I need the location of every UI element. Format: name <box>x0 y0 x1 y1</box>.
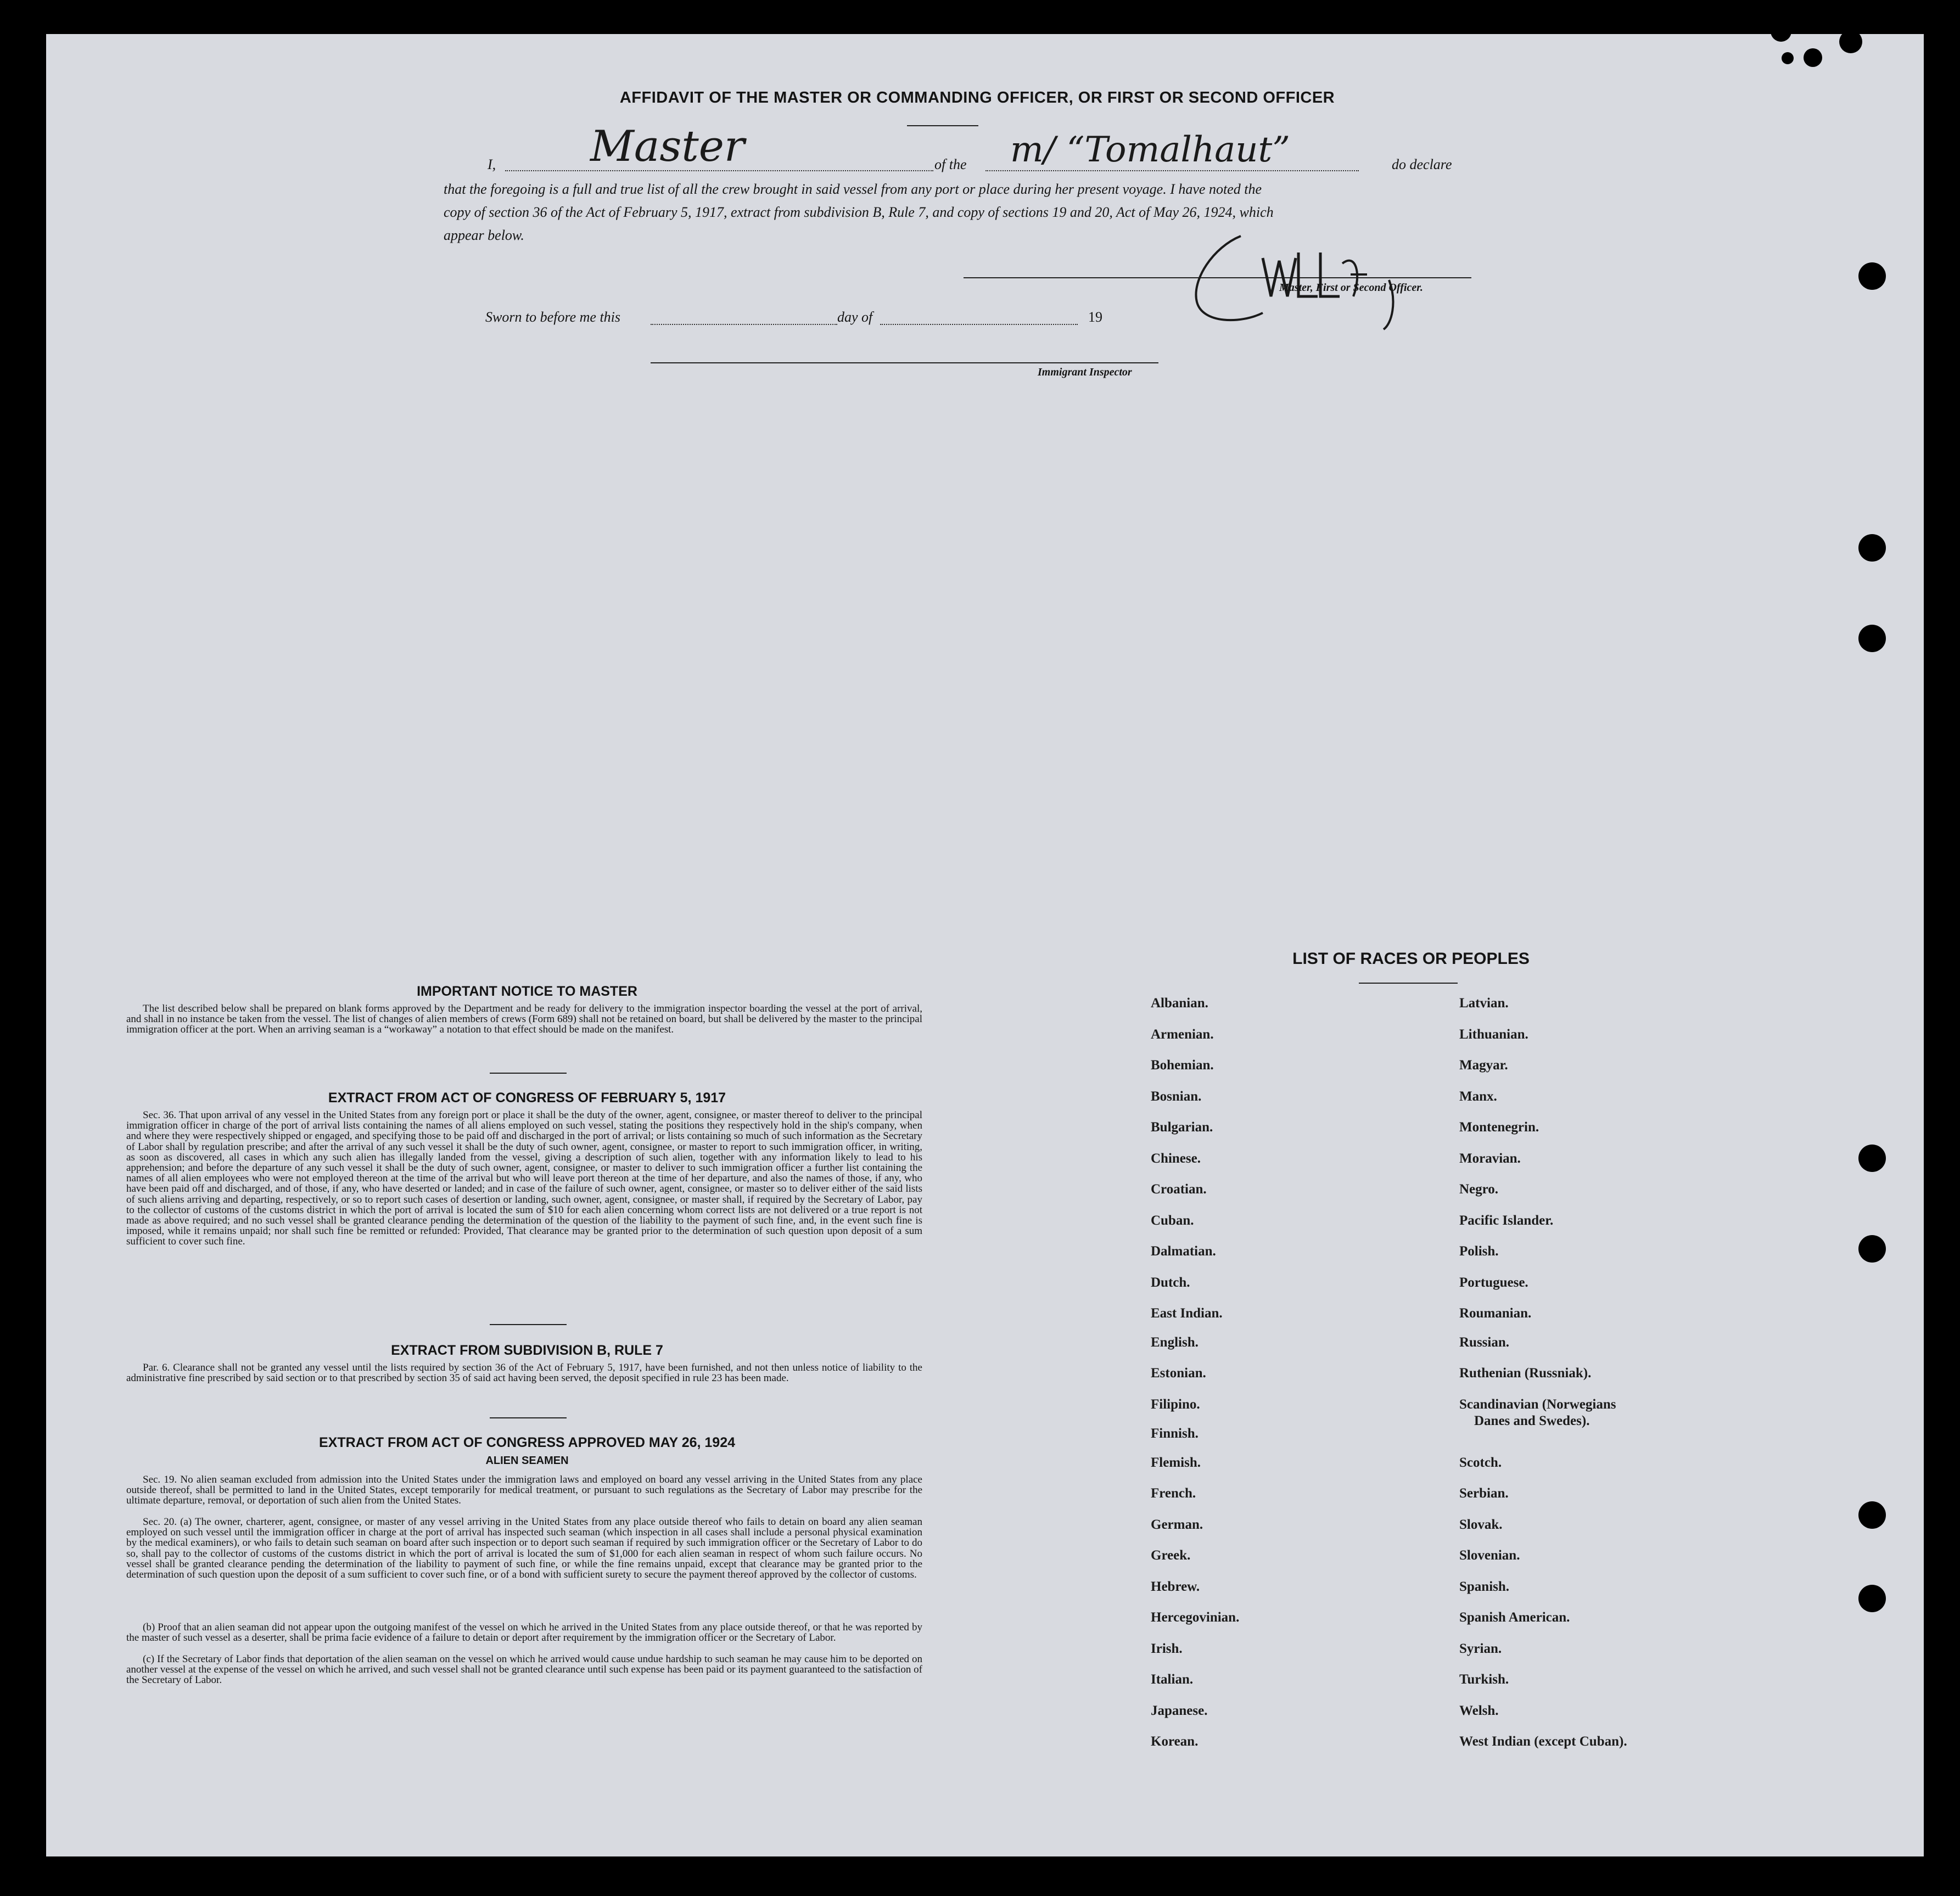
race-item: East Indian. <box>1151 1306 1223 1321</box>
race-item: Croatian. <box>1151 1182 1207 1197</box>
extract-1917-body: Sec. 36. That upon arrival of any vessel in the United States from any foreign port or place it shall be the duty of the owner, agent, consignee, or master thereof to deliver to the principal immigration officer in charge of the port of arrival lists containing the names of all aliens employed on such vessel, stating the positions they respectively hold in the ship's company, when and where they were respectively shipped or engaged, and specifying those to be paid off and discharged in the port of arrival; or lists containing so much of such information as the Secretary of Labor shall by regulation prescribe; and after the arrival of any such vessel it shall be the duty of such owner, agent, consignee, or master to report to such immigration officer, in writing, as soon as discovered, all cases in which any such alien has illegally landed from the vessel, giving a description of such alien, together with any information likely to lead to his apprehension; and before the departure of any such vessel it shall be the duty of such owner, agent, consignee, or master to deliver to such immigration officer a further list containing the names of all alien employees who were not employed thereon at the time of the arrival but who will leave port thereon at the time of her departure, and also the names of those, if any, who have been paid off and discharged, and of those, if any, who have deserted or landed; and in case of the failure of such owner, agent, consignee, or master so to deliver either of the said lists of such aliens arriving and departing, respectively, or so to report such cases of desertion or landing, such owner, agent, consignee, or master shall, if required by the Secretary of Labor, pay to the collector of customs of the customs district in which the port of arrival is located the sum of $10 for each alien concerning whom correct lists are not delivered or a true report is not made as above required; and no such vessel shall be granted clearance pending the determination of the question of the liability to the payment of such fine, and, in the event such fine is imposed, while it remains unpaid; nor shall such fine be remitted or refunded: Provided, That clearance may be granted prior to the determination of such question upon deposit of a sum sufficient to cover such fine. <box>126 1109 922 1248</box>
race-item: Bohemian. <box>1151 1058 1214 1073</box>
title-underline <box>907 125 978 126</box>
race-item: Negro. <box>1459 1182 1499 1197</box>
races-underline <box>1359 983 1458 984</box>
sec-20b-body: (b) Proof that an alien seaman did not appear upon the outgoing manifest of the vessel on which he arrived in the United States from any place outside thereof, or that he was reported by the master of such vessel as a deserter, shall be prima facie evidence of a failure to detain or deport after requirement by the immigration officer or the Secretary of Labor. <box>126 1622 922 1644</box>
race-item: Portuguese. <box>1459 1275 1528 1290</box>
handwritten-vessel: m/ “Tomalhaut” <box>1010 130 1290 170</box>
vessel-line <box>985 170 1359 171</box>
race-item: Montenegrin. <box>1459 1120 1539 1135</box>
divider <box>490 1417 567 1418</box>
race-item: Scotch. <box>1459 1455 1502 1470</box>
edge-blot <box>1782 52 1794 64</box>
punch-hole <box>1858 1235 1886 1263</box>
race-item: Cuban. <box>1151 1213 1194 1228</box>
affidavit-line-3: copy of section 36 of the Act of February 5, 1917, extract from subdivision B, Rule 7, and copy of sections 19 and 20, Act of May 26, 1924, which <box>444 204 1274 220</box>
race-item: Moravian. <box>1459 1151 1521 1166</box>
sworn-day-line <box>651 324 837 325</box>
race-item: Bulgarian. <box>1151 1120 1213 1135</box>
edge-blot <box>1771 21 1791 42</box>
race-item: Russian. <box>1459 1335 1510 1350</box>
sworn-label: Sworn to before me this <box>485 309 621 325</box>
races-title: LIST OF RACES OR PEOPLES <box>1292 950 1530 968</box>
race-item: Flemish. <box>1151 1455 1201 1470</box>
handwritten-name: Master <box>590 122 745 171</box>
race-item: English. <box>1151 1335 1199 1350</box>
sec-20a-body: Sec. 20. (a) The owner, charterer, agent, consignee, or master of any vessel arriving in the United States from any place outside thereof who fails to detain on board any alien seaman employed on such vessel until the immigration officer in charge at the port of arrival has inspected such seaman (which inspection in all cases shall include a personal physical examination by the medical examiners), or who fails to detain such seaman on board after such inspection or to deport such seaman if required by such immigration officer or the Secretary of Labor to do so, shall pay to the collector of customs of the customs district in which the port of arrival is located the sum of $1,000 for each alien seaman in respect of whom such failure occurs. No vessel shall be granted clearance pending the determination of the liability to payment of such fine, or while the fine remains unpaid, except that clearance may be granted prior to the determination of such question upon the deposit of a sum sufficient to cover such fine, or of a bond with sufficient surety to secure the payment thereof approved by the collector of customs. <box>126 1516 922 1581</box>
punch-hole <box>1858 1585 1886 1612</box>
inspector-caption: Immigrant Inspector <box>1038 366 1132 378</box>
race-item: Japanese. <box>1151 1703 1208 1718</box>
race-item: Lithuanian. <box>1459 1027 1528 1042</box>
race-item: Slovenian. <box>1459 1548 1520 1563</box>
race-item: Serbian. <box>1459 1486 1509 1501</box>
punch-hole <box>1858 1145 1886 1172</box>
sec-19-body: Sec. 19. No alien seaman excluded from admission into the United States under the immigration laws and employed on board any vessel arriving in the United States from any place outside thereof, shall be permitted to land in the United States, except temporarily for medical treatment, or pursuant to such regulations as the Secretary of Labor may prescribe for the ultimate departure, removal, or deportation of such alien from the United States. <box>126 1474 922 1507</box>
extract-1924-title: EXTRACT FROM ACT OF CONGRESS APPROVED MAY 26, 1924 <box>318 1435 736 1450</box>
race-item: Pacific Islander. <box>1459 1213 1554 1228</box>
race-item: Roumanian. <box>1459 1306 1532 1321</box>
sworn-month-line <box>880 324 1078 325</box>
document-page <box>46 34 1924 1856</box>
race-item: Polish. <box>1459 1244 1499 1259</box>
inspector-line <box>651 362 1158 363</box>
race-item: Slovak. <box>1459 1517 1503 1532</box>
punch-hole <box>1858 534 1886 562</box>
race-item: Estonian. <box>1151 1366 1206 1381</box>
race-item: Latvian. <box>1459 996 1509 1011</box>
affidavit-do-declare: do declare <box>1392 156 1452 172</box>
race-item: Filipino. <box>1151 1397 1200 1412</box>
race-item: Bosnian. <box>1151 1089 1202 1104</box>
divider <box>490 1073 567 1074</box>
race-item: Ruthenian (Russniak). <box>1459 1366 1592 1381</box>
race-item: Dalmatian. <box>1151 1244 1216 1259</box>
edge-blot <box>1804 48 1822 67</box>
race-item: West Indian (except Cuban). <box>1459 1734 1627 1749</box>
race-item: Welsh. <box>1459 1703 1499 1718</box>
race-item: Dutch. <box>1151 1275 1190 1290</box>
race-item: Armenian. <box>1151 1027 1214 1042</box>
rule-7-body: Par. 6. Clearance shall not be granted any vessel until the lists required by section 36 of the Act of February 5, 1917, have been furnished, and not then unless notice of liability to the administrative fine prescribed by said section or to that prescribed by section 35 of said act having been served, the deposit specified in rule 23 has been made. <box>126 1362 922 1384</box>
race-item: Finnish. <box>1151 1426 1199 1441</box>
extract-1917-title: EXTRACT FROM ACT OF CONGRESS OF FEBRUARY 5, 1917 <box>328 1090 726 1106</box>
affidavit-pre-name: I, <box>488 156 496 172</box>
punch-hole <box>1858 625 1886 652</box>
race-item: Spanish. <box>1459 1579 1510 1594</box>
punch-hole <box>1858 1501 1886 1529</box>
race-item: German. <box>1151 1517 1203 1532</box>
race-item: Chinese. <box>1151 1151 1201 1166</box>
signature-caption: Master, First or Second Officer. <box>1279 282 1423 294</box>
race-item: Hebrew. <box>1151 1579 1200 1594</box>
race-item: Italian. <box>1151 1672 1194 1687</box>
race-item: Syrian. <box>1459 1641 1502 1656</box>
year-prefix: 19 <box>1088 309 1102 325</box>
race-item: Korean. <box>1151 1734 1199 1749</box>
divider <box>490 1324 567 1325</box>
punch-hole <box>1858 262 1886 290</box>
race-item: Scandinavian (Norwegians <box>1459 1397 1616 1412</box>
rule-7-title: EXTRACT FROM SUBDIVISION B, RULE 7 <box>391 1343 663 1358</box>
race-item: Hercegovinian. <box>1151 1610 1240 1625</box>
edge-blot <box>1839 30 1862 53</box>
race-item: Turkish. <box>1459 1672 1509 1687</box>
race-item: Magyar. <box>1459 1058 1508 1073</box>
officer-signature <box>1180 220 1455 335</box>
race-item: Irish. <box>1151 1641 1183 1656</box>
affidavit-line-2: that the foregoing is a full and true list of all the crew brought in said vessel from any port or place during her present voyage. I have noted the <box>444 181 1262 197</box>
race-item: Albanian. <box>1151 996 1208 1011</box>
race-item: Spanish American. <box>1459 1610 1570 1625</box>
notice-title: IMPORTANT NOTICE TO MASTER <box>417 984 637 999</box>
extract-1924-subtitle: ALIEN SEAMEN <box>485 1455 569 1467</box>
sec-20c-body: (c) If the Secretary of Labor finds that deportation of the alien seaman on the vessel on which he arrived would cause undue hardship to such seaman he may cause him to be deported on another vessel at the expense of the vessel on which he arrived, and such vessel shall not be granted clearance until such expense has been paid or its payment guaranteed to the satisfaction of the Secretary of Labor. <box>126 1653 922 1686</box>
race-item: Manx. <box>1459 1089 1497 1104</box>
affidavit-of-the: of the <box>934 156 967 172</box>
day-of-label: day of <box>837 309 873 325</box>
notice-body: The list described below shall be prepared on blank forms approved by the Department and be ready for delivery to the immigration inspector boarding the vessel at the port of arrival, and shall in no instance be taken from the vessel. The list of changes of alien members of crews (Form 689) shall not be retained on board, but shall be delivered by the master to the principal immigration officer at the port. When an arriving seaman is a “workaway” a notation to that effect should be made on the manifest. <box>126 1003 922 1036</box>
affidavit-line-4: appear below. <box>444 227 524 243</box>
race-item-continuation: Danes and Swedes). <box>1474 1413 1590 1428</box>
race-item: Greek. <box>1151 1548 1191 1563</box>
race-item: French. <box>1151 1486 1196 1501</box>
affidavit-title: AFFIDAVIT OF THE MASTER OR COMMANDING OFFICER, OR FIRST OR SECOND OFFICER <box>619 89 1335 106</box>
